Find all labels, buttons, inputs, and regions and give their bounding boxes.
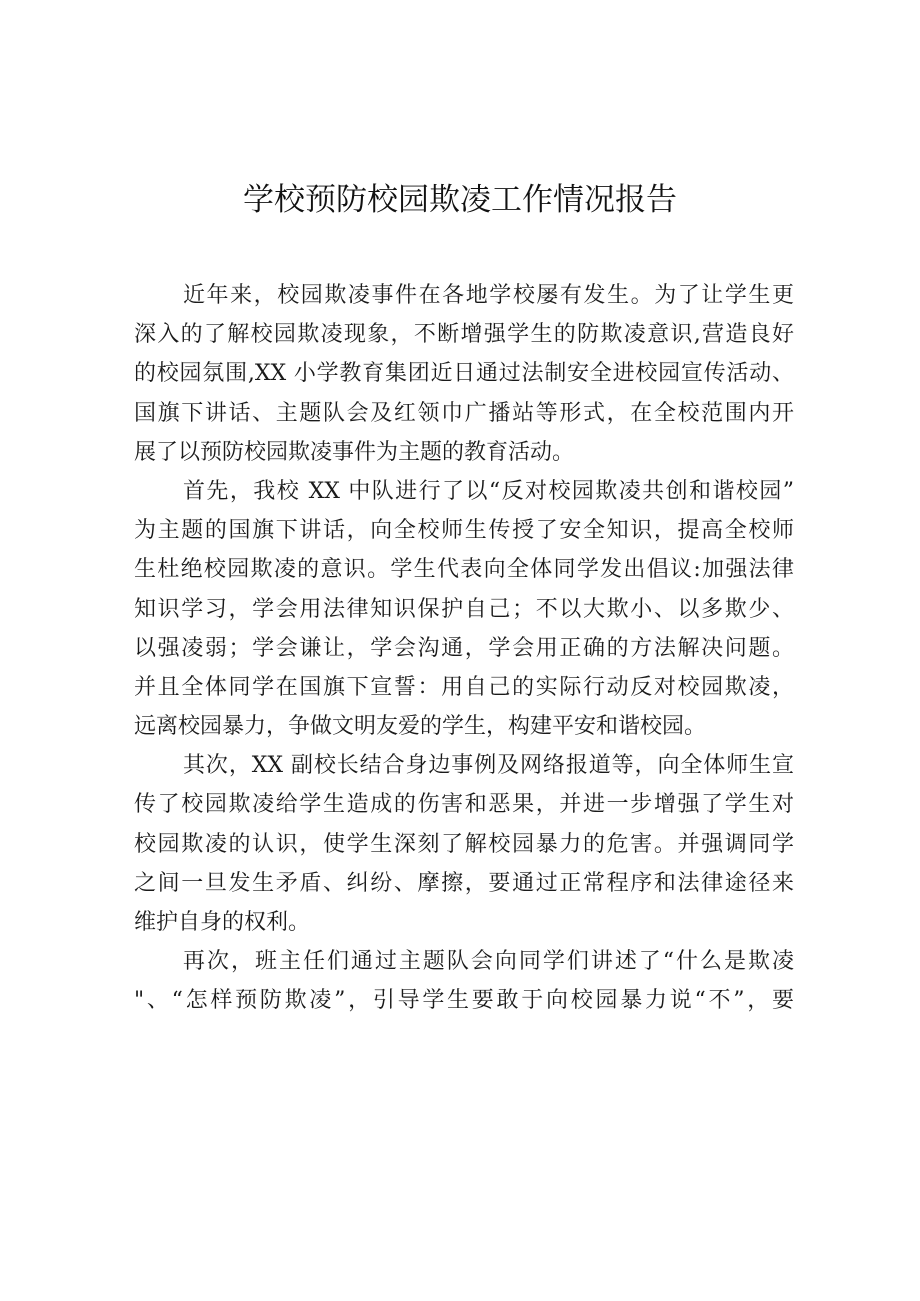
paragraph-line: 展了以预防校园欺凌事件为主题的教育活动。 — [134, 439, 575, 465]
paragraph-line: 再次，班主任们通过主题队会向同学们讲述了“什么是欺凌 — [183, 949, 794, 975]
paragraph-line: 并且全体同学在国旗下宣誓：用自己的实际行动反对校园欺凌， — [134, 674, 794, 700]
paragraph-line: 国旗下讲话、主题队会及红领巾广播站等形式，在全校范围内开 — [134, 400, 794, 426]
paragraph-1 — [134, 276, 794, 472]
document-body — [134, 276, 794, 1021]
paragraph-line: 的校园氛围,XX 小学教育集团近日通过法制安全进校园宣传活动、 — [134, 361, 794, 387]
paragraph-line: 首先，我校 XX 中队进行了以“反对校园欺凌共创和谐校园” — [183, 478, 794, 504]
document-title: 学校预防校园欺凌工作情况报告 — [243, 182, 677, 218]
paragraph-line: 校园欺凌的认识，使学生深刻了解校园暴力的危害。并强调同学 — [134, 831, 794, 857]
paragraph-line: 之间一旦发生矛盾、纠纷、摩擦，要通过正常程序和法律途径来 — [134, 870, 794, 896]
paragraph-line: 远离校园暴力，争做文明友爱的学生，构建平安和谐校园。 — [134, 714, 707, 740]
paragraph-line: 深入的了解校园欺凌现象，不断增强学生的防欺凌意识,营造良好 — [134, 322, 794, 348]
paragraph-3 — [134, 746, 794, 942]
paragraph-line: 生杜绝校园欺凌的意识。学生代表向全体同学发出倡议:加强法律 — [134, 557, 794, 583]
paragraph-line: 为主题的国旗下讲话，向全校师生传授了安全知识，提高全校师 — [134, 518, 794, 544]
paragraph-line: 维护自身的权利。 — [134, 910, 311, 935]
paragraph-line: 传了校园欺凌给学生造成的伤害和恶果，并进一步增强了学生对 — [134, 792, 794, 818]
paragraph-2 — [134, 472, 794, 746]
paragraph-line: "、“怎样预防欺凌”，引导学生要敢于向校园暴力说“不”，要 — [134, 988, 794, 1014]
paragraph-line: 其次，XX 副校长结合身边事例及网络报道等，向全体师生宣 — [183, 753, 794, 779]
paragraph-line: 近年来，校园欺凌事件在各地学校屡有发生。为了让学生更 — [183, 283, 794, 308]
paragraph-4 — [134, 942, 794, 1020]
paragraph-line: 知识学习，学会用法律知识保护自己；不以大欺小、以多欺少、 — [134, 596, 794, 622]
paragraph-line: 以强凌弱；学会谦让，学会沟通，学会用正确的方法解决问题。 — [134, 635, 794, 661]
